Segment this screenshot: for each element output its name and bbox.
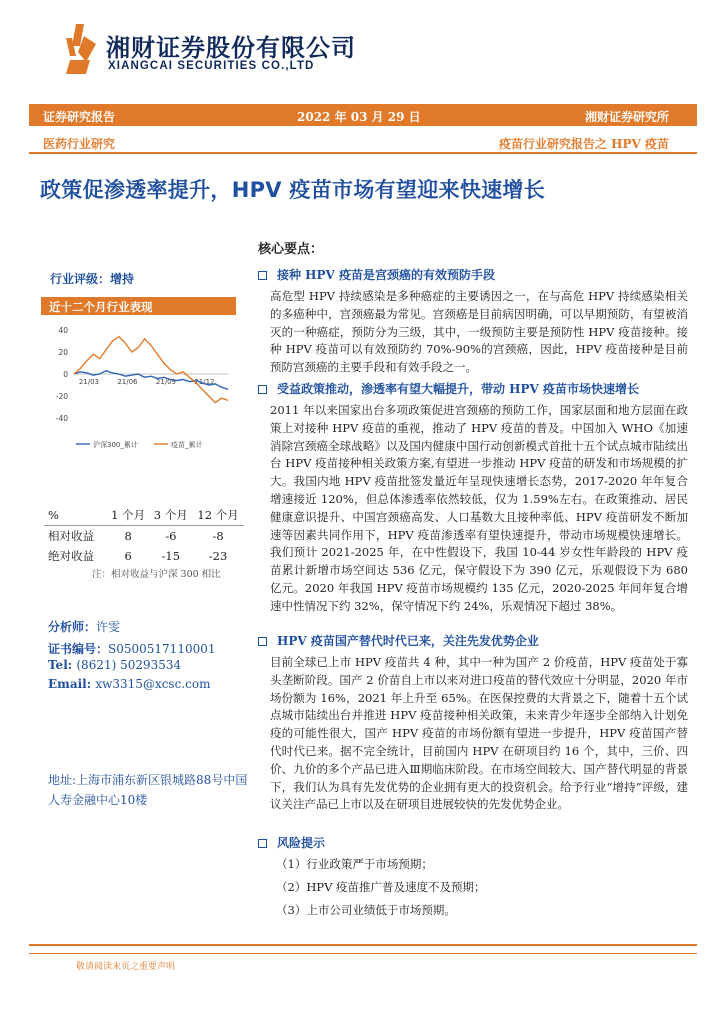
x-tick-label: 21/03: [78, 378, 100, 386]
section-heading-text: 接种 HPV 疫苗是宫颈癌的有效预防手段: [277, 268, 496, 282]
report-series: 疫苗行业研究报告之 HPV 疫苗: [498, 137, 669, 151]
checkbox-bullet-icon: [258, 385, 267, 394]
performance-table: [44, 505, 244, 566]
cert-value: S0500517110001: [108, 642, 216, 656]
industry-label: 医药行业研究: [43, 137, 116, 151]
x-tick-label: 21/06: [117, 378, 138, 386]
email-label: Email:: [48, 677, 92, 691]
table-header-row: [44, 505, 244, 526]
report-subheader-band: [29, 128, 697, 154]
email-value[interactable]: xw3315@xcsc.com: [95, 677, 211, 691]
checkbox-bullet-icon: [258, 637, 267, 646]
report-type: 证券研究报告: [43, 110, 116, 124]
table-cell: -23: [208, 549, 228, 563]
risk-item: （1）行业政策严于市场预期；: [276, 857, 433, 871]
cert-label: 证书编号：: [48, 642, 109, 656]
table-cell: -8: [212, 529, 224, 543]
y-tick-label: -20: [55, 392, 68, 401]
table-header: 12 个月: [192, 505, 244, 526]
y-tick-label: 40: [58, 326, 68, 335]
office-address: 地址:上海市浦东新区银城路88号中国人寿金融中心10楼: [48, 773, 248, 807]
tel-label: Tel:: [48, 658, 73, 672]
email-line: [48, 677, 210, 691]
table-cell: -6: [165, 529, 177, 543]
table-cell: 绝对收益: [48, 549, 94, 563]
checkbox-bullet-icon: [258, 839, 267, 848]
table-header: %: [44, 505, 107, 526]
table-cell: 相对收益: [48, 529, 94, 543]
report-header-band: [29, 104, 697, 126]
table-row: [44, 526, 244, 547]
company-name-en: XIANGCAI SECURITIES CO.,LTD: [108, 60, 315, 72]
section-body: 高危型 HPV 持续感染是多种癌症的主要诱因之一，在与高危 HPV 持续感染相关的多癌种中，宫颈癌最为常见。宫颈癌是目前病因明确，可以早期预防，有望被消灭的一种癌症，预防分为三级，其中，一级预防主要是预防性 HPV 疫苗接种。接种 HPV 疫苗可以有效预防约 70%-90%的宫颈癌，因此，HPV 疫苗接种是目前预防宫颈癌的主要手段和有效手段之一。: [270, 289, 688, 375]
footer-divider: [29, 944, 697, 954]
x-tick-label: 21/12: [194, 378, 215, 386]
analyst-line: [48, 618, 120, 635]
section-heading-text: 受益政策推动，渗透率有望大幅提升，带动 HPV 疫苗市场快速增长: [277, 382, 640, 396]
section-body: 2011 年以来国家出台多项政策促进宫颈癌的预防工作，国家层面和地方层面在政策上对接种 HPV 疫苗的重视，推动了 HPV 疫苗的普及。中国加入 WHO《加速消除宫颈癌全球战略》以及国内健康中国行动创新模式首批十五个试点城市陆续出台 HPV 疫苗接种相关政策方案,有望进一步推动 HPV 疫苗的研发和市场规模的扩大。我国内地 HPV 疫苗批签发量近年呈现快速增长态势，2017-2020 年年复合增速接近 120%，但总体渗透率依然较低，仅为 1.59%左右。在政策推动、居民健康意识提升、中国宫颈癌高发、人口基数大且接种率低、HPV 疫苗研发不断加速等因素共同作用下，HPV 疫苗渗透率有望快速提升，带动市场规模快速增长。我们预计 2021-2025 年，在中性假设下，我国 10-44 岁女性年龄段的 HPV 疫苗累计新增市场空间达 536 亿元，保守假设下为 390 亿元，乐观假设下为 680 亿元。2020 年我国 HPV 疫苗市场规模约 135 亿元，2020-2025 年间年复合增速中性情况下约 32%，保守情况下约 24%，乐观情况下超过 38%。: [270, 403, 688, 613]
legend-label: 疫苗_累计: [171, 441, 203, 449]
section-heading-text: 风险提示: [277, 836, 326, 850]
key-points-heading: 核心要点：: [258, 242, 324, 257]
table-cell: -15: [161, 549, 181, 563]
table-header: 3 个月: [149, 505, 192, 526]
company-logo: [62, 22, 102, 76]
industry-rating: 行业评级：增持: [50, 272, 135, 286]
checkbox-bullet-icon: [258, 271, 267, 280]
company-name-cn: 湘财证券股份有限公司: [106, 34, 356, 62]
x-tick-label: 21/09: [155, 378, 177, 386]
tel-line: [48, 658, 181, 672]
legend-label: 沪深300_累计: [93, 441, 138, 449]
section-body: 目前全球已上市 HPV 疫苗共 4 种，其中一种为国产 2 价疫苗，HPV 疫苗处于寡头垄断阶段。国产 2 价苗自上市以来对进口疫苗的替代效应十分明显，2020 年市场份额为 16%，2021 年上升至 65%。在医保控费的大背景之下，随着十五个试点城市陆续出台并推进 HPV 疫苗接种相关政策，未来青少年逐步全部纳入计划免疫的可能性很大，国产 HPV 疫苗的市场份额有望进一步提升，HPV 疫苗国产替代时代已来。据不完全统计，目前国内 HPV 在研项目约 16 个，其中，三价、四价、九价的多个产品已进入Ⅲ期临床阶段。在市场空间较大、国产替代明显的背景下，我们认为具有先发优势的企业拥有更大的投资机会。给予行业“增持”评级，建议关注产品已上市以及在研项目进展较快的先发优势企业。: [270, 655, 688, 812]
y-tick-label: 0: [63, 370, 68, 379]
tel-value: (8621) 50293534: [76, 658, 182, 672]
risk-item: （2）HPV 疫苗推广普及速度不及预期；: [276, 880, 486, 894]
performance-chart: [46, 322, 236, 462]
table-cell: 6: [124, 549, 132, 563]
section-heading: [258, 380, 639, 397]
analyst-label: 分析师：: [48, 620, 97, 634]
y-tick-label: -40: [55, 414, 68, 423]
cert-line: [48, 640, 216, 657]
section-heading: [258, 266, 495, 283]
analyst-name: 许雯: [96, 620, 121, 634]
table-row: [44, 546, 244, 566]
table-header: 1 个月: [107, 505, 150, 526]
y-tick-label: 20: [58, 348, 68, 357]
series-line: [74, 337, 228, 403]
risk-item: （3）上市公司业绩低于市场预期。: [276, 903, 456, 917]
report-date: 2022 年 03 月 29 日: [297, 110, 421, 124]
section-heading-text: HPV 疫苗国产替代时代已来，关注先发优势企业: [277, 634, 539, 648]
section-heading: [258, 834, 325, 851]
footer-disclaimer: 敬请阅读末页之重要声明: [76, 962, 176, 972]
table-cell: 8: [124, 529, 132, 543]
performance-title: 近十二个月行业表现: [41, 297, 236, 315]
research-institute: 湘财证券研究所: [584, 110, 669, 124]
section-heading: [258, 632, 539, 649]
table-note: 注：相对收益与沪深 300 相比: [92, 569, 221, 580]
page-title: 政策促渗透率提升，HPV 疫苗市场有望迎来快速增长: [40, 178, 546, 202]
